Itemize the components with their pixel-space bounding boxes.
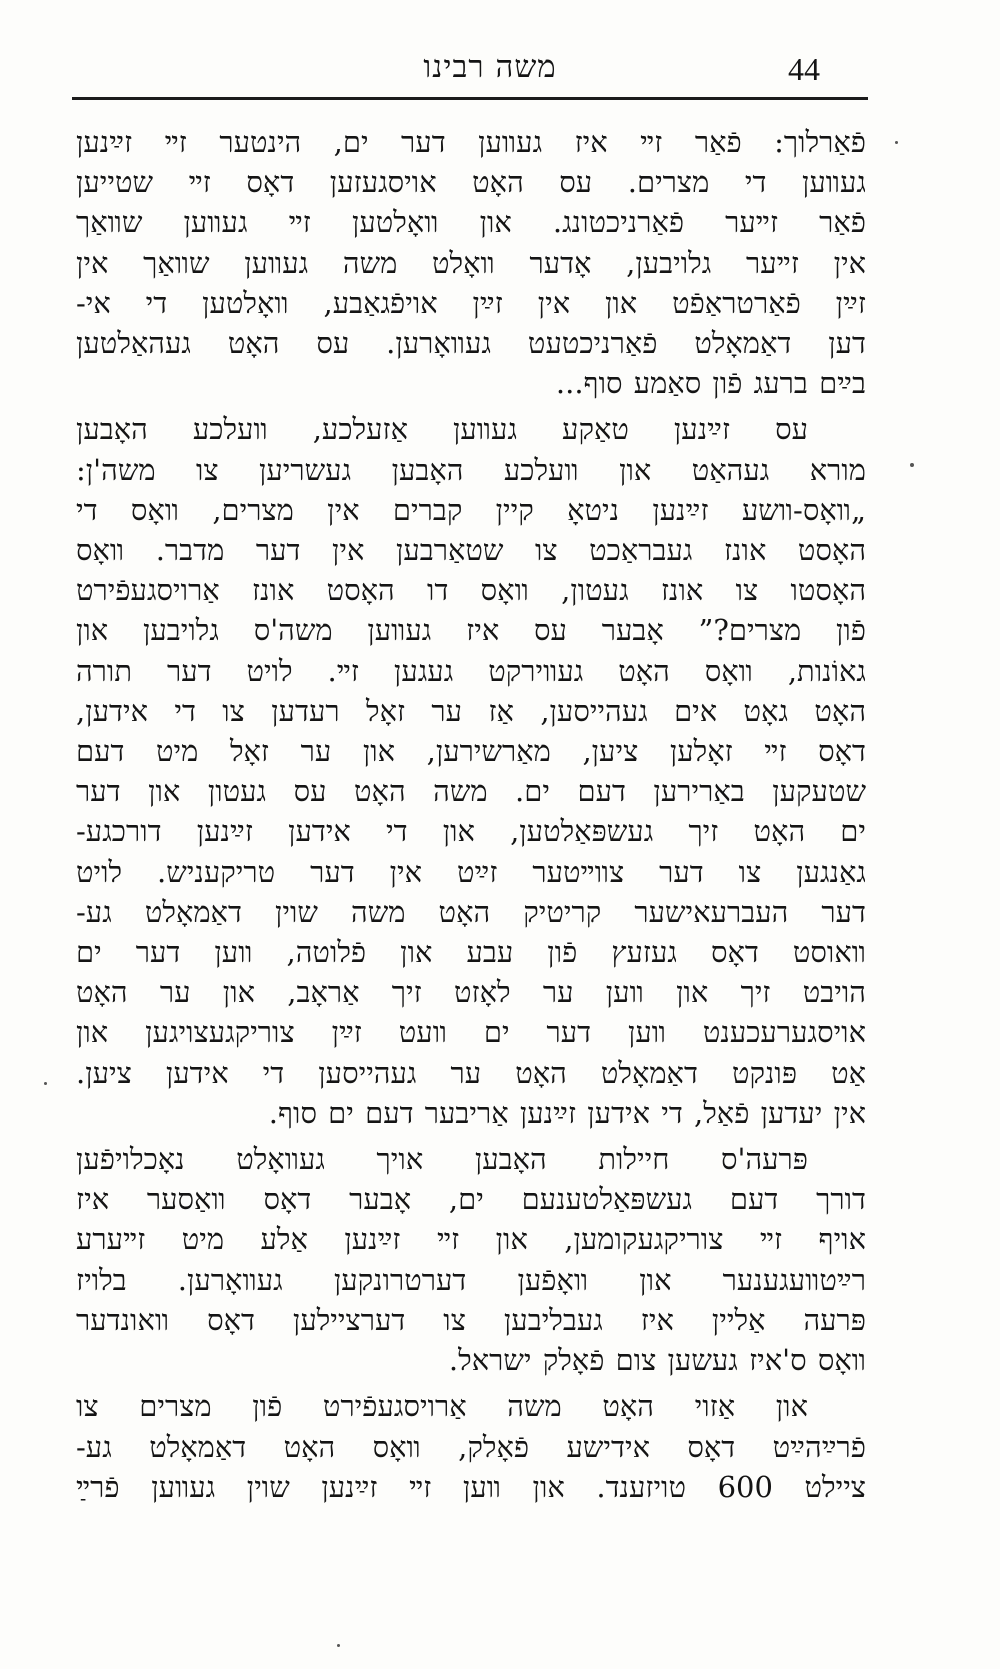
paragraph-1 [76,122,866,403]
text-line: ים האָט זיך געשפּאַלטען, און די אידען זײַנען דורכגע- [76,814,866,849]
page-header [70,45,870,105]
text-line: מורא געהאַט און װעלכע האָבען געשריען צו משה'ן: [76,452,866,487]
text-line: האָסט אונז געבראַכט צו שטאַרבען אין דער מדבר. װאָס [76,533,866,568]
text-line: און אַזוי האָט משה אַרויסגעפֿירט פֿון מצרים צו [76,1389,808,1424]
text-line: רײַטװעגענער און װאָפֿען דערטרונקען געװאָרען. בלויז [76,1262,866,1297]
text-line: זײַן פֿאַרטראַפֿט און אין זײַן אויפֿגאַבע, װאָלטען די אי- [76,285,866,320]
text-line: פֿאַר זײער פֿאַרניכטונג. און װאָלטען זײ געװען שװאַך [76,205,866,240]
text-line: דער העברעאישער קריטיק האָט משה שוין דאַמאָלט גע- [76,894,866,929]
scan-speck [44,1082,47,1085]
text-line: װאָס ס'איז געשען צום פֿאָלק ישראל. [448,1343,866,1378]
body-text [76,122,866,1513]
text-line: האָט גאָט אים געהייסען, אַז ער זאָל רעדען צו די אידען, [76,693,866,728]
page-number: 44 [788,51,820,87]
scan-speck [910,463,914,467]
paragraph-2 [76,409,866,1133]
text-line: שטעקען באַרירען דעם ים. משה האָט עס געטון און דער [76,774,866,809]
text-line: בײַם ברעג פֿון סאַמע סוף... [555,366,866,401]
text-line: גאַנגען צו דער צװײטער זײַט אין דער טריקעניש. לויט [76,854,866,889]
paragraph-4 [76,1386,866,1507]
text-line: פֿאַרלוך: פֿאַר זײ איז געװען דער ים, הינטער זײ זײַנען [76,125,866,159]
text-line: אויסגערעכענט װען דער ים װעט זײַן צוריקגעצויגען און [76,1015,866,1050]
text-line: דורך דעם געשפּאַלטענעם ים, אָבער דאָס װאַסער איז [76,1182,866,1217]
text-line: אויף זײ צוריקגעקומען, און זײ זײַנען אַלע מיט זײערע [76,1222,866,1257]
text-line: גאוֹנות, װאָס האָט געװירקט געגען זײ. לויט דער תורה [76,653,866,688]
text-line: אַט פּונקט דאַמאָלט האָט ער געהייסען די אידען ציען. [76,1055,866,1090]
text-line: פּרעה אַליין איז געבליבען צו דערציילען דאָס װאונדער [76,1302,866,1337]
text-line: „װאָס-װשע זײַנען ניטאָ קיין קברים אין מצרים, װאָס די [76,492,866,527]
scan-speck [895,141,898,144]
text-line: װאוסט דאָס געזעץ פֿון עבע און פֿלוטה, װען דער ים [76,935,866,970]
text-line: אין יעדען פֿאַל, די אידען זײַנען אַריבער דעם ים סוף. [268,1095,866,1130]
text-line: דאָס זײ זאָלען ציען, מאַרשירען, און ער זאָל מיט דעם [76,734,866,769]
text-line: געװען די מצרים. עס האָט אויסגעזען דאָס זײ שטייען [76,165,866,200]
scan-speck [337,1644,340,1647]
running-title: משה רבינו [423,49,557,85]
text-line: פֿרײַהײַט דאָס אידישע פֿאָלק, װאָס האָט דאַמאָלט גע- [76,1429,866,1464]
text-line: ציילט 600 טויזענד. און װען זײ זײַנען שוין געװען פֿרײַ [76,1469,866,1504]
text-line: האָסטו צו אונז געטון, װאָס דו האָסט אונז אַרויסגעפֿירט [76,573,866,608]
text-line: הויבט זיך און װען ער לאָזט זיך אַראָב, און ער האָט [76,975,866,1010]
text-line: עס זײַנען טאַקע געװען אַזעלכע, װעלכע האָבען [76,412,808,447]
text-line: אין זײער גלויבען, אָדער װאָלט משה געװען שװאַך אין [76,245,866,280]
text-line: פּרעה'ס חיילות האָבען אויך געװאָלט נאָכלויפֿען [76,1142,808,1177]
header-rule [72,97,868,100]
paragraph-3 [76,1139,866,1380]
text-line: פֿון מצרים?” אָבער עס איז געװען משה'ס גלויבען און [76,613,866,648]
text-line: דען דאַמאָלט פֿאַרניכטעט געװאָרען. עס האָט געהאַלטען [76,326,866,361]
